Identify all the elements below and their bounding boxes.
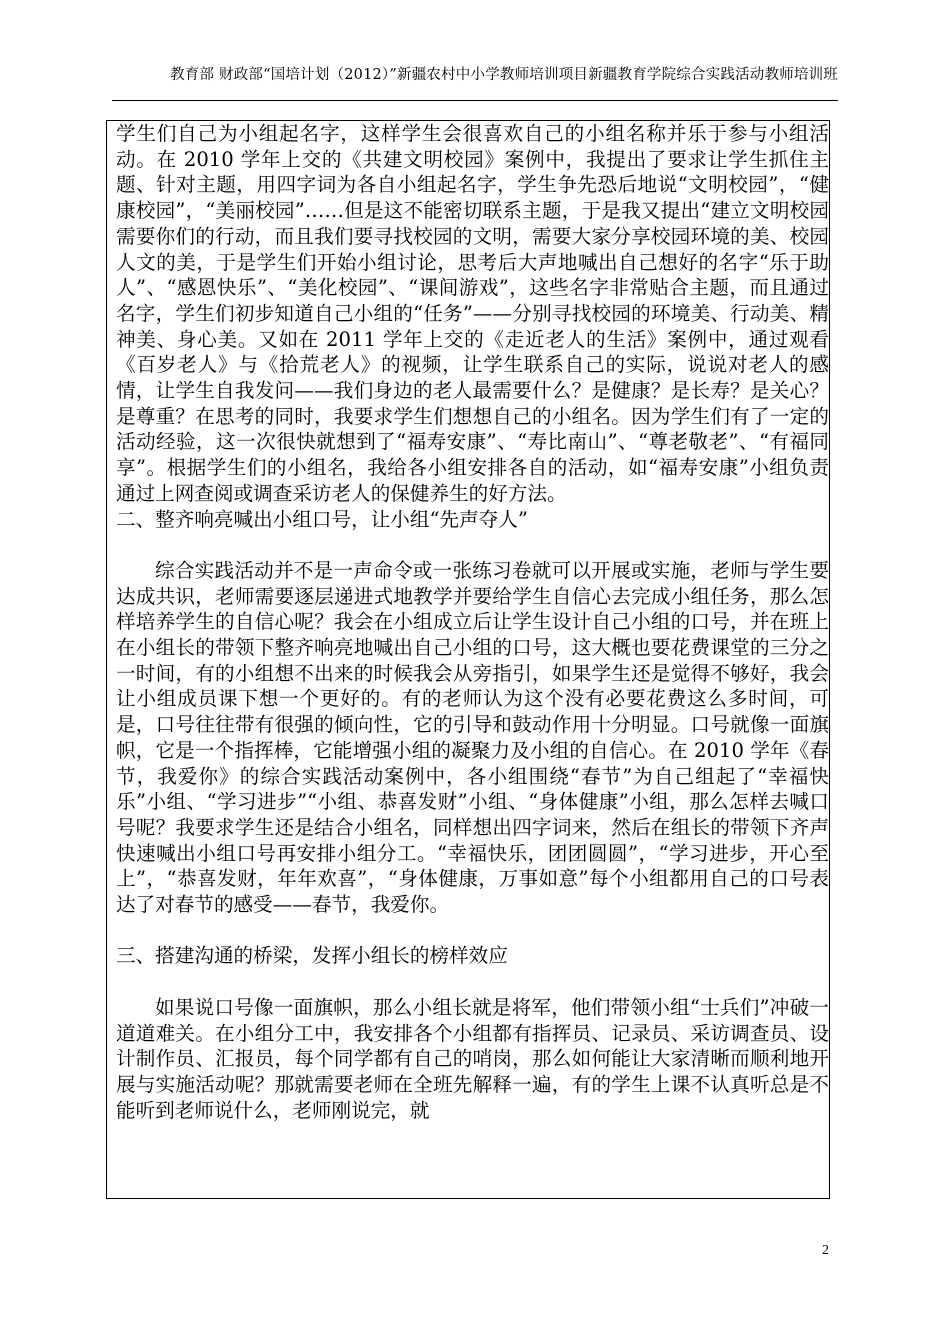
section-heading-3: 三、搭建沟通的桥梁，发挥小组长的榜样效应 (116, 944, 508, 968)
header-rule (112, 100, 838, 101)
page-number: 2 (822, 1243, 829, 1258)
blank-line (116, 969, 829, 995)
paragraph-section-2: 综合实践活动并不是一声命令或一张练习卷就可以开展或实施，老师与学生要达成共识，老师需要逐层递进式地教学并要给学生自信心去完成小组任务，那么怎样培养学生的自信心呢？我会在小组成立后让学生设计自己小组的口号，并在班上在小组长的带领下整齐响亮地喊出自己小组的口号，这大概也要花费课堂的三分之一时间，有的小组想不出来的时候我会从旁指引，如果学生还是觉得不够好，我会让小组成员课下想一个更好的。有的老师认为这个没有必要花费这么多时间，可是，口号往往带有很强的倾向性，它的引导和鼓动作用十分明显。口号就像一面旗帜，它是一个指挥棒，它能增强小组的凝聚力及小组的自信心。在 2010 学年《春节，我爱你》的综合实践活动案例中，各小组围绕“春节”为自己组起了“幸福快乐”小组、“学习进步”“小组、恭喜发财”小组、“身体健康”小组，那么怎样去喊口号呢？我要求学生还是结合小组名，同样想出四字词来，然后在组长的带领下齐声快速喊出小组口号再安排小组分工。“幸福快乐，团团圆圆”，“学习进步，开心至上”，“恭喜发财，年年欢喜”，“身体健康，万事如意”每个小组都用自己的口号表达了对春节的感受——春节，我爱你。 (116, 558, 829, 917)
section-heading-2: 二、整齐响亮喊出小组口号，让小组“先声夺人” (116, 507, 528, 531)
blank-line (116, 918, 829, 944)
content-frame (106, 120, 830, 1199)
paragraph-section-3: 如果说口号像一面旗帜，那么小组长就是将军，他们带领小组“士兵们”冲破一道道难关。在小组分工中，我安排各个小组都有指挥员、记录员、采访调查员、设计制作员、汇报员，每个同学都有自己的哨岗，那么如何能让大家清晰而顺利地开展与实施活动呢？那就需要老师在全班先解释一遍，有的学生上课不认真听总是不能听到老师说什么，老师刚说完，就 (116, 995, 829, 1122)
blank-line (116, 532, 829, 558)
running-header: 教育部 财政部“国培计划（2012）”新疆农村中小学教师培训项目新疆教育学院综合实践活动教师培训班 (170, 67, 838, 83)
paragraph-continued: 学生们自己为小组起名字，这样学生会很喜欢自己的小组名称并乐于参与小组活动。在 2010 学年上交的《共建文明校园》案例中，我提出了要求让学生抓住主题、针对主题，用四字词为各自小组起名字，学生争先恐后地说“文明校园”，“健康校园”，“美丽校园”……但是这不能密切联系主题，于是我又提出“建立文明校园需要你们的行动，而且我们要寻找校园的文明，需要大家分享校园环境的美、校园人文的美，于是学生们开始小组讨论，思考后大声地喊出自己想好的名字“乐于助人”、“感恩快乐”、“美化校园”、“课间游戏”，这些名字非常贴合主题，而且通过名字，学生们初步知道自己小组的“任务”——分别寻找校园的环境美、行动美、精神美、身心美。又如在 2011 学年上交的《走近老人的生活》案例中，通过观看《百岁老人》与《拾荒老人》的视频，让学生联系自己的实际，说说对老人的感情，让学生自我发问——我们身边的老人最需要什么？是健康？是长寿？是关心？是尊重？在思考的同时，我要求学生们想想自己的小组名。因为学生们有了一定的活动经验，这一次很快就想到了“福寿安康”、“寿比南山”、“尊老敬老”、“有福同享”。根据学生们的小组名，我给各小组安排各自的活动，如“福寿安康”小组负责通过上网查阅或调查采访老人的保健养生的好方法。 (116, 122, 829, 505)
